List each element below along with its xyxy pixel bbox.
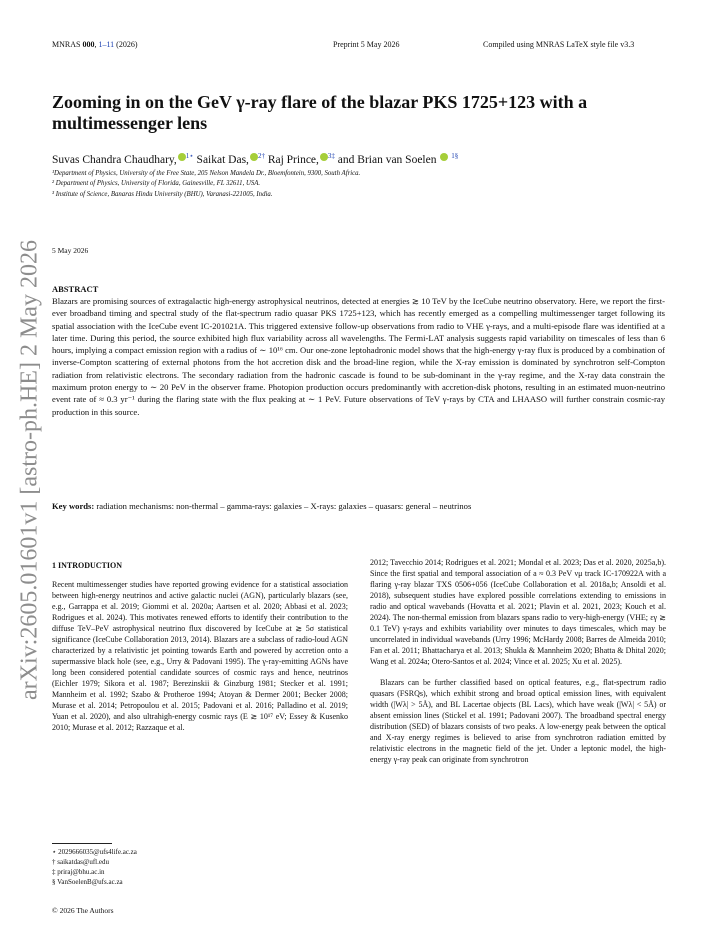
author-name: Raj Prince, — [267, 153, 319, 166]
running-header-left: MNRAS 000, 1–11 (2026) — [52, 40, 138, 49]
footnote-email[interactable]: ⋆ 2029666035@ufs4life.ac.za — [52, 848, 137, 856]
paper-title: Zooming in on the GeV γ-ray flare of the blazar PKS 1725+123 with a multimessenger lens — [52, 92, 588, 133]
intro-paragraph: 2012; Tavecchio 2014; Rodrigues et al. 2021; Mondal et al. 2023; Das et al. 2020, 2025a,b). Since the first spatial and temporal association of a ≈ 0.3 PeV νμ track IC-170922A with a flaring γ-ray blazar TXS 0506+056 (IceCube Collaboration et al. 2018a,b; Ansoldi et al. 2018), subsequent studies have explored possible correlations extending to emissions in radio and optical wavebands (Hovatta et al. 2021; Plavin et al. 2021, 2023; Kouch et al. 2024). The non-thermal emission from blazars spans radio to very-high-energy (VHE; εγ ≳ 0.1 TeV) γ-rays and exhibits variability over minutes to days timescales, which may be uncorrelated in individual wavebands (Urry 1996; McHardy 2008; Barres de Almeida 2010; Fan et al. 2011; Bhattacharya et al. 2013; Shukla & Mannheim 2020; Bhatta & Dhital 2020; Wang et al. 2024a; Otero-Santos et al. 2024; Vince et al. 2025; Xu et al. 2025). — [370, 558, 666, 666]
author-name: and Brian van Soelen — [337, 153, 437, 166]
author-list — [52, 152, 662, 166]
intro-paragraph: Blazars can be further classified based on optical features, e.g., flat-spectrum radio quasars (FSRQs), which exhibit strong and broad optical emission lines, with equivalent width (|Wλ| > 5Å), and BL Lacertae objects (BL Lacs), which have weak (|Wλ| < 5Å) or absent emission lines (Stickel et al. 1991; Padovani 2007). The broadband spectral energy distribution (SED) of blazars consists of two peaks. A low-energy peak between the optical and X-ray energy regimes is believed to arise from synchrotron radiation emitted by relativistic electrons in the magnetic field of the jet. Under a leptonic model, the high-energy γ-ray peak can originate from synchrotron — [370, 678, 666, 764]
author-mark[interactable]: 1⋆ — [185, 152, 194, 160]
orcid-icon[interactable] — [250, 153, 258, 161]
footnote-email[interactable]: † saikatdas@ufl.edu — [52, 858, 109, 866]
publication-date: 5 May 2026 — [52, 246, 89, 255]
section-heading: 1 INTRODUCTION — [52, 561, 123, 570]
keywords-list: radiation mechanisms: non-thermal – gamma-rays: galaxies – X-rays: galaxies – quasars: general – neutrinos — [96, 501, 472, 511]
footnotes — [52, 847, 137, 887]
keywords-label: Key words: — [52, 501, 95, 511]
intro-paragraph: Recent multimessenger studies have reported growing evidence for a statistical association between high-energy neutrinos and active galactic nuclei (AGN), particularly blazars (see, e.g., Garrappa et al. 2019; Giommi et al. 2020a; Aartsen et al. 2020; Abbasi et al. 2023; Rodrigues et al. 2024). This motivates renewed efforts to identify their contribution to the diffuse TeV–PeV astrophysical neutrino flux discovered by IceCube at ≳ 5σ statistical significance (IceCube Collaboration 2013, 2014). Blazars are a subclass of radio-loud AGN characterized by a relativistic jet pointing towards Earth and powered by accretion onto a supermassive black hole (see, e.g., Urry & Padovani 1995). The γ-ray-emitting AGNs have long been considered potential candidate sources of cosmic rays and hence, neutrinos (Eichler 1979; Sikora et al. 1987; Berezinskii & Ginzburg 1981; Stecker et al. 1991; Mannheim et al. 1992; Szabo & Protheroe 1994; Atoyan & Dermer 2001; Becker 2008; Murase et al. 2014; Petropoulou et al. 2015; Padovani et al. 2016; Palladino et al. 2019; Yuan et al. 2020), and also ultrahigh-energy cosmic rays (E ≳ 10¹⁷ eV; Essey & Kusenko 2010; Murase et al. 2012; Razzaque et al. — [52, 580, 348, 732]
keywords — [52, 501, 665, 511]
orcid-icon[interactable] — [320, 153, 328, 161]
footnote-email[interactable]: § VanSoelenB@ufs.ac.za — [52, 878, 123, 886]
running-header-right: Compiled using MNRAS LaTeX style file v3.3 — [483, 40, 635, 49]
footnote-rule — [52, 843, 112, 844]
pages-link[interactable]: 1–11 — [98, 40, 115, 49]
author-name: Saikat Das, — [196, 153, 249, 166]
orcid-icon[interactable] — [178, 153, 186, 161]
arxiv-identifier: arXiv:2605.01601v1 [astro-ph.HE] 2 May 2026 — [16, 240, 43, 700]
abstract-heading: ABSTRACT — [52, 284, 99, 294]
running-header-center: Preprint 5 May 2026 — [333, 40, 400, 49]
abstract-text: Blazars are promising sources of extragalactic high-energy astrophysical neutrinos, detected at energies ≳ 10 TeV by the IceCube neutrino observatory. Here, we report the first-ever broadband timing and spectral study of the flat-spectrum radio quasar PKS 1725+123, which has recently emerged as a compelling multimessenger target following its spatial association with the IceCube event IC-201021A. This triggered extensive follow-up observations from radio to VHE γ-rays, and a multi-episode flare was identified at a later time. During this period, the source exhibited high flux variability across all wavelengths. The Fermi-LAT analysis suggests rapid variability on timescales of less than 6 hours, implying a compact emission region with a radius of ∼ 10¹⁶ cm. Our one-zone leptohadronic model shows that the high-energy γ-ray flux is produced by a combination of inverse-Compton scattering of external photons from the hot accretion disk and the broad-line region, while the X-ray emission is dominated by synchrotron self-Compton radiation from relativistic electrons. The secondary radiation from the hadronic cascade is found to be sub-dominant in the γ-ray regime, and the X-ray data constrain the maximum proton energy to ∼ 20 PeV in the observer frame. Photopion production occurs predominantly with accretion-disk photons, resulting in an estimated muon-neutrino event rate of ≈ 0.3 yr⁻¹ during the flaring state with the flux peaking at ∼ 1 PeV. Future observations of TeV γ-rays by CTA and LHAASO will further constrain cosmic-ray production in this source. — [52, 296, 665, 417]
right-column — [370, 557, 666, 765]
left-column — [52, 579, 348, 733]
author-mark[interactable]: 2† — [257, 152, 265, 160]
orcid-icon[interactable] — [440, 153, 448, 161]
author-mark[interactable]: 1§ — [451, 152, 459, 160]
author-mark[interactable]: 3‡ — [327, 152, 335, 160]
footnote-email[interactable]: ‡ priraj@bhu.ac.in — [52, 868, 105, 876]
affiliation: ¹Department of Physics, University of the Free State, 205 Nelson Mandela Dr., Bloemfontein, 9300, South Africa. — [52, 170, 361, 177]
affiliation: ³ Institute of Science, Banaras Hindu University (BHU), Varanasi-221005, India. — [52, 191, 273, 198]
author-name: Suvas Chandra Chaudhary, — [52, 153, 177, 166]
copyright: © 2026 The Authors — [52, 906, 114, 915]
arxiv-sidebar — [10, 235, 50, 705]
affiliation: ² Department of Physics, University of Florida, Gainesville, FL 32611, USA. — [52, 180, 261, 187]
